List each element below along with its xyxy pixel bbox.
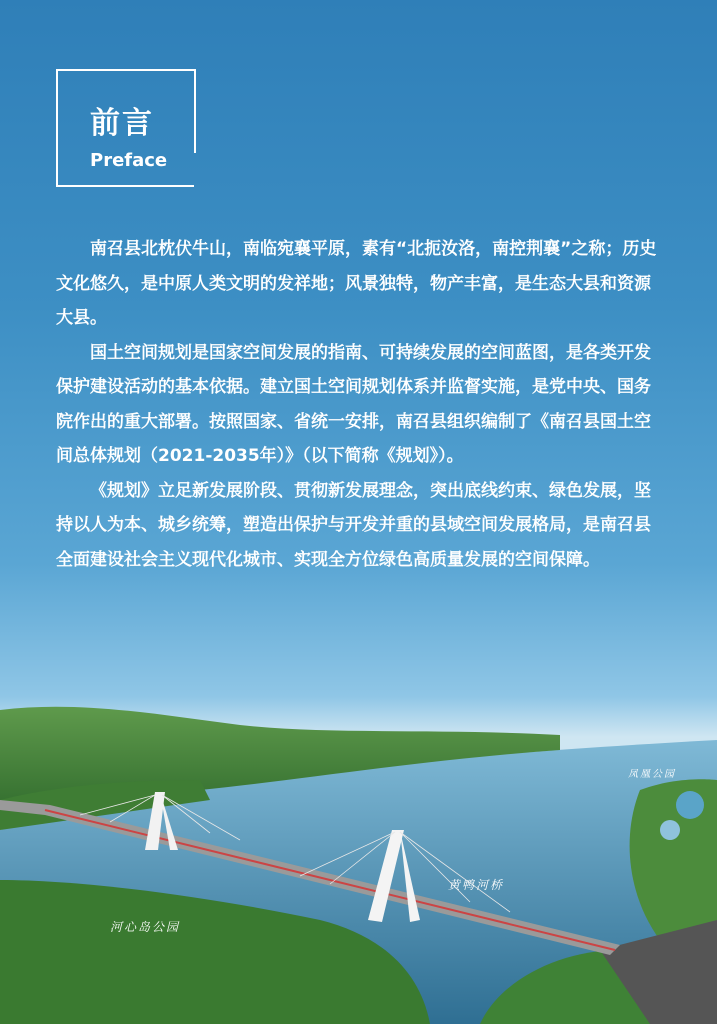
caption-right-park: 凤凰公园 xyxy=(628,769,676,780)
paragraph-3: 《规划》立足新发展阶段、贯彻新发展理念，突出底线约束、绿色发展，坚持以人为本、城乡统筹，塑造出保护与开发并重的县域空间发展格局，是南召县全面建设社会主义现代化城市、实现全方位绿色高质量发展的空间保障。 xyxy=(56,480,651,570)
paragraph-2: 国土空间规划是国家空间发展的指南、可持续发展的空间蓝图，是各类开发保护建设活动的基本依据。建立国土空间规划体系并监督实施，是党中央、国务院作出的重大部署。按照国家、省统一安排，南召县组织编制了《南召县国土空间总体规划（2021-2035年）》（以下简称《规划》）。 xyxy=(56,342,651,466)
caption-island-park: 河心岛公园 xyxy=(110,920,181,934)
page-title: 前言 xyxy=(90,106,154,141)
page-subtitle: Preface xyxy=(90,150,168,171)
caption-bridge: 黄鸭河桥 xyxy=(448,878,505,892)
bridge-landscape-illustration xyxy=(0,680,717,1024)
paragraph-1: 南召县北枕伏牛山，南临宛襄平原，素有“北扼汝洛，南控荆襄”之称；历史文化悠久，是中原人类文明的发祥地；风景独特，物产丰富，是生态大县和资源大县。 xyxy=(56,239,657,328)
preface-body xyxy=(56,232,666,577)
